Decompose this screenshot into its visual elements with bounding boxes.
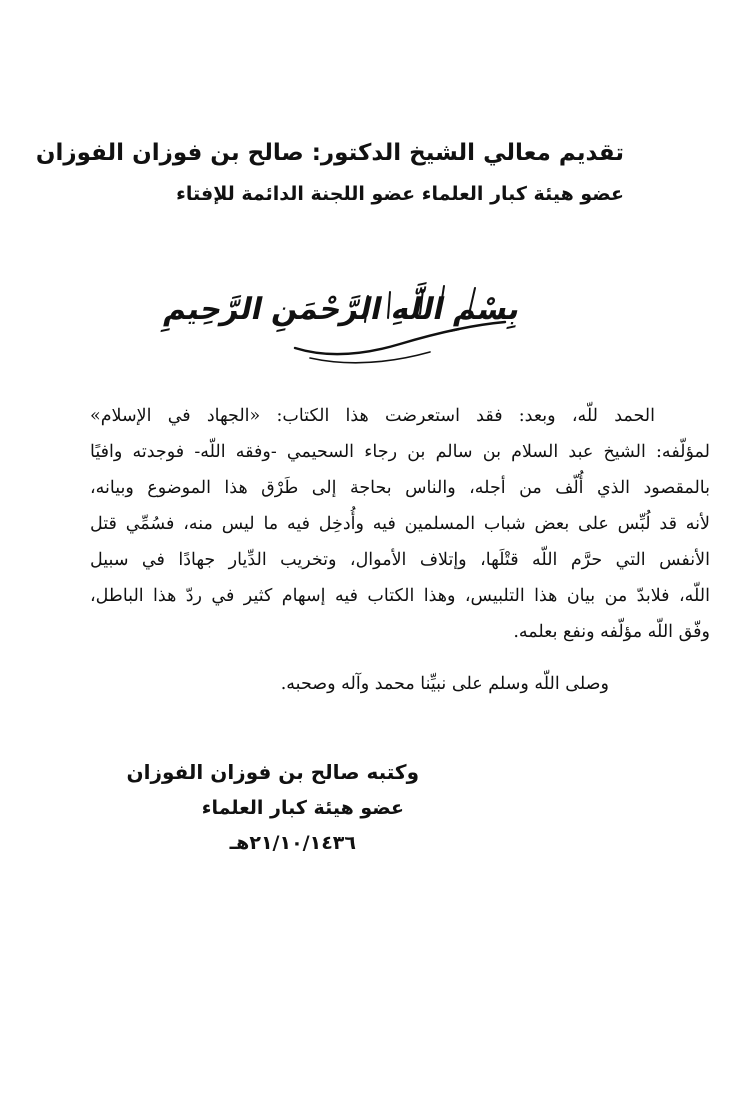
body-line: الحمد للّه، وبعد: فقد استعرضت هذا الكتاب: «الجهاد في الإسلام» (90, 406, 655, 426)
body-line: بالمقصود الذي أُلّف من أجله، والناس بحاجة إلى طَرْق هذا الموضوع وبيانه، (90, 478, 710, 498)
basmala-calligraphy (161, 270, 524, 380)
closing-prayer: وصلى اللّه وسلم على نبيِّنا محمد وآله وصحبه. (280, 674, 609, 694)
body-line: لمؤلّفه: الشيخ عبد السلام بن سالم بن رجاء السحيمي -وفقه اللّه- فوجدته وافيًا (90, 442, 710, 462)
body-paragraph (90, 398, 710, 650)
signature-role: عضو هيئة كبار العلماء (201, 797, 404, 819)
body-line: وفّق اللّه مؤلّفه ونفع بعلمه. (513, 622, 710, 642)
signature-name: وكتبه صالح بن فوزان الفوزان (126, 760, 419, 784)
body-line: اللّه، فلابدّ من بيان هذا التلبيس، وهذا الكتاب فيه إسهام كثير في ردّ هذا الباطل، (90, 586, 710, 606)
signature-date: ٢١/١٠/١٤٣٦هـ (229, 832, 356, 854)
page-title: تقديم معالي الشيخ الدكتور: صالح بن فوزان الفوزان (35, 140, 624, 166)
basmala-text: بِسْمِ اللَّهِ الرَّحْمَنِ الرَّحِيمِ (161, 292, 524, 327)
body-line: الأنفس التي حرَّم اللّه قتْلَها، وإتلاف الأموال، وتخريب الدِّيار جهادًا في سبيل (90, 550, 710, 570)
author-credentials: عضو هيئة كبار العلماء عضو اللجنة الدائمة للإفتاء (176, 183, 624, 205)
body-line: لأنه قد لُبِّس على بعض شباب المسلمين فيه وأُدخِل فيه ما ليس منه، فسُمِّي قتل (90, 514, 710, 534)
